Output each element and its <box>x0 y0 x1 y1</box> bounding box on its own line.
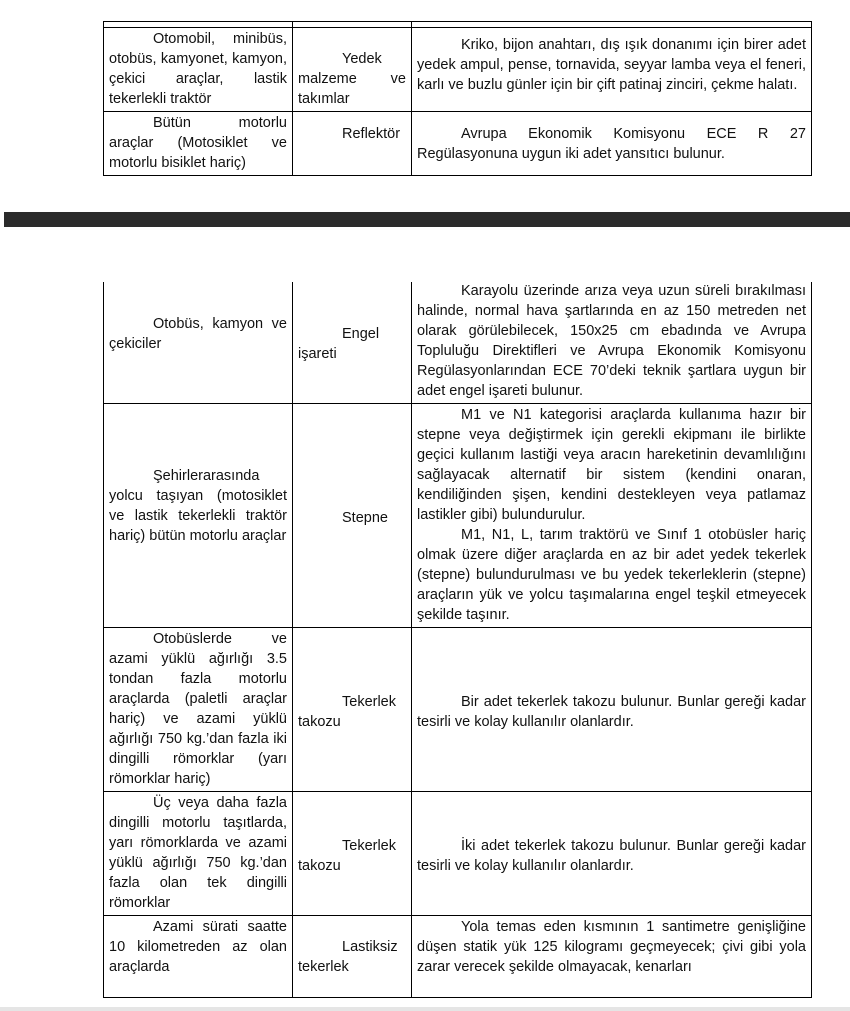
table-row <box>104 112 812 176</box>
vehicle-cell: Şehirlerarasında yolcu taşıyan (motosiklet ve lastik tekerlekli traktör hariç) bütün motorlu araçlar <box>104 404 293 628</box>
equipment-cell: Lastiksiz tekerlek <box>293 916 412 998</box>
table-row <box>104 28 812 112</box>
requirement-cell <box>412 404 812 628</box>
page-divider <box>4 212 850 227</box>
requirement-cell: Bir adet tekerlek takozu bulunur. Bunlar gereği kadar tesirli ve kolay kullanılır olanlardır. <box>412 628 812 792</box>
requirement-cell: Avrupa Ekonomik Komisyonu ECE R 27 Regülasyonuna uygun iki adet yansıtıcı bulunur. <box>412 112 812 176</box>
equipment-cell: Yedek malzeme ve takımlar <box>293 28 412 112</box>
table-row <box>104 628 812 792</box>
requirement-cell: İki adet tekerlek takozu bulunur. Bunlar gereği kadar tesirli ve kolay kullanılır olanlardır. <box>412 792 812 916</box>
table-row <box>104 916 812 998</box>
vehicle-cell: Bütün motorlu araçlar (Motosiklet ve motorlu bisiklet hariç) <box>104 112 293 176</box>
vehicle-cell: Otobüs, kamyon ve çekiciler <box>104 282 293 404</box>
equipment-cell: Tekerlek takozu <box>293 628 412 792</box>
equipment-cell: Engel işareti <box>293 282 412 404</box>
requirement-paragraph: M1 ve N1 kategorisi araçlarda kullanıma hazır bir stepne veya değiştirmek için gerekli ekipmanı ile birlikte geçici kullanım lastiği veya aracın hareketinin devamlılığını sağlayacak alternatif bir sistem (kendini onaran, kendiliğinden şişen, kendini destekleyen veya patlamaz lastikler gibi) bulundurulur. <box>417 407 806 523</box>
equipment-cell: Tekerlek takozu <box>293 792 412 916</box>
table-row <box>104 282 812 404</box>
requirement-cell: Karayolu üzerinde arıza veya uzun süreli bırakılması halinde, normal hava şartlarında en az 150 metreden net olarak görülebilecek, 150x25 cm ebadında ve Avrupa Topluluğu Direktifleri ve Avrupa Ekonomik Komisyonu Regülasyonlarından ECE 70’deki teknik şartlara uygun bir adet engel işareti bulunur. <box>412 282 812 404</box>
requirement-paragraph: M1, N1, L, tarım traktörü ve Sınıf 1 otobüsler hariç olmak üzere diğer araçlarda en az bir adet yedek tekerlek (stepne) bulundurulması ve bu yedek tekerleklerin (stepne) araçların yük ve yolcu taşımalarına engel teşkil etmeyecek şekilde taşınır. <box>417 527 806 623</box>
table-row <box>104 404 812 628</box>
equipment-cell: Stepne <box>293 404 412 628</box>
vehicle-cell: Üç veya daha fazla dingilli motorlu taşıtlarda, yarı römorklarda ve azami yüklü ağırlığı 750 kg.’dan fazla olan tek dingilli römorklar <box>104 792 293 916</box>
table-row <box>104 792 812 916</box>
equipment-cell: Reflektör <box>293 112 412 176</box>
vehicle-cell: Azami sürati saatte 10 kilometreden az olan araçlarda <box>104 916 293 998</box>
equipment-table-page-2 <box>103 282 812 998</box>
vehicle-cell: Otobüslerde ve azami yüklü ağırlığı 3.5 tondan fazla motorlu araçlarda (paletli araçlar hariç) ve azami yüklü ağırlığı 750 kg.’dan fazla iki dingilli römorklar (yarı römorklar hariç) <box>104 628 293 792</box>
document-page-2 <box>0 282 850 1011</box>
equipment-table-page-1 <box>103 21 812 176</box>
document-page-1 <box>0 0 850 200</box>
requirement-cell: Kriko, bijon anahtarı, dış ışık donanımı için birer adet yedek ampul, pense, tornavida, seyyar lamba veya el feneri, karlı ve buzlu günler için bir çift patinaj zinciri, çekme halatı. <box>412 28 812 112</box>
vehicle-cell: Otomobil, minibüs, otobüs, kamyonet, kamyon, çekici araçlar, lastik tekerlekli traktör <box>104 28 293 112</box>
viewer-bottom-edge <box>0 1007 850 1011</box>
requirement-cell: Yola temas eden kısmının 1 santimetre genişliğine düşen statik yük 125 kilogramı geçmeyecek; çivi gibi yola zarar verecek şekilde olmayacak, kenarları <box>412 916 812 998</box>
